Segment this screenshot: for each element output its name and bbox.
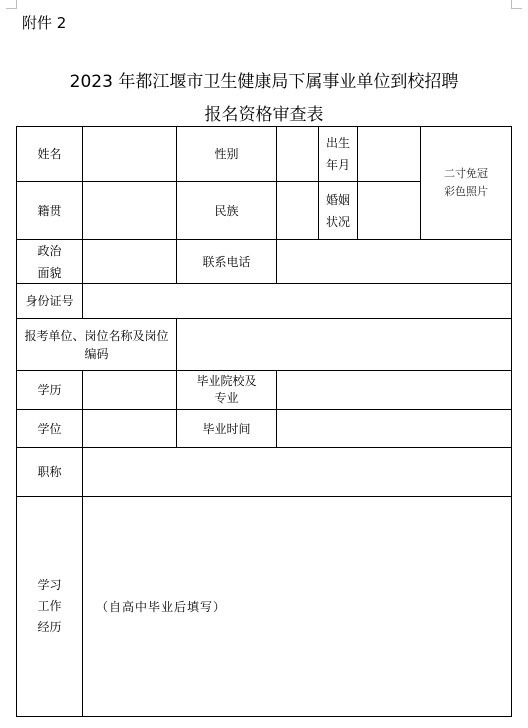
gender-label-cell: 性别 bbox=[176, 126, 277, 182]
phone-label-cell: 联系电话 bbox=[176, 239, 277, 284]
political-status-input-cell[interactable] bbox=[82, 239, 177, 284]
graduation-time-label-cell: 毕业时间 bbox=[176, 409, 277, 448]
degree-label-cell: 学位 bbox=[16, 409, 83, 448]
marital-status-label-cell: 婚姻 状况 bbox=[318, 181, 358, 240]
marital-status-input-cell[interactable] bbox=[357, 181, 421, 240]
ethnicity-input-cell[interactable] bbox=[276, 181, 319, 240]
experience-hint: （自高中毕业后填写） bbox=[96, 600, 227, 614]
page-corner-mark-left bbox=[6, 0, 17, 9]
phone-input-cell[interactable] bbox=[276, 239, 512, 284]
experience-label-cell: 学习 工作 经历 bbox=[16, 496, 83, 717]
document-title: 2023 年都江堰市卫生健康局下属事业单位到校招聘 bbox=[69, 72, 459, 92]
education-label-cell: 学历 bbox=[16, 370, 83, 410]
attachment-label: 附件 2 bbox=[22, 14, 67, 32]
position-label-cell: 报考单位、岗位名称及岗位 编码 bbox=[16, 318, 177, 371]
id-number-input-cell[interactable] bbox=[82, 283, 512, 319]
political-status-label-cell: 政治 面貌 bbox=[16, 239, 83, 284]
professional-title-input-cell[interactable] bbox=[82, 447, 512, 497]
name-input-cell[interactable] bbox=[82, 126, 177, 182]
education-input-cell[interactable] bbox=[82, 370, 177, 410]
id-number-label-cell: 身份证号 bbox=[16, 283, 83, 319]
graduation-time-input-cell[interactable] bbox=[276, 409, 512, 448]
page-corner-mark-right bbox=[511, 0, 522, 9]
photo-cell[interactable]: 二寸免冠 彩色照片 bbox=[420, 126, 512, 240]
native-place-label-cell: 籍贯 bbox=[16, 181, 83, 240]
birth-label-cell: 出生 年月 bbox=[318, 126, 358, 182]
position-input-cell[interactable] bbox=[176, 318, 512, 371]
professional-title-label-cell: 职称 bbox=[16, 447, 83, 497]
degree-input-cell[interactable] bbox=[82, 409, 177, 448]
ethnicity-label-cell: 民族 bbox=[176, 181, 277, 240]
name-label-cell: 姓名 bbox=[16, 126, 83, 182]
school-major-input-cell[interactable] bbox=[276, 370, 512, 410]
document-subtitle: 报名资格审查表 bbox=[204, 105, 324, 125]
gender-input-cell[interactable] bbox=[276, 126, 319, 182]
school-major-label-cell: 毕业院校及 专业 bbox=[176, 370, 277, 410]
native-place-input-cell[interactable] bbox=[82, 181, 177, 240]
birth-input-cell[interactable] bbox=[357, 126, 421, 182]
